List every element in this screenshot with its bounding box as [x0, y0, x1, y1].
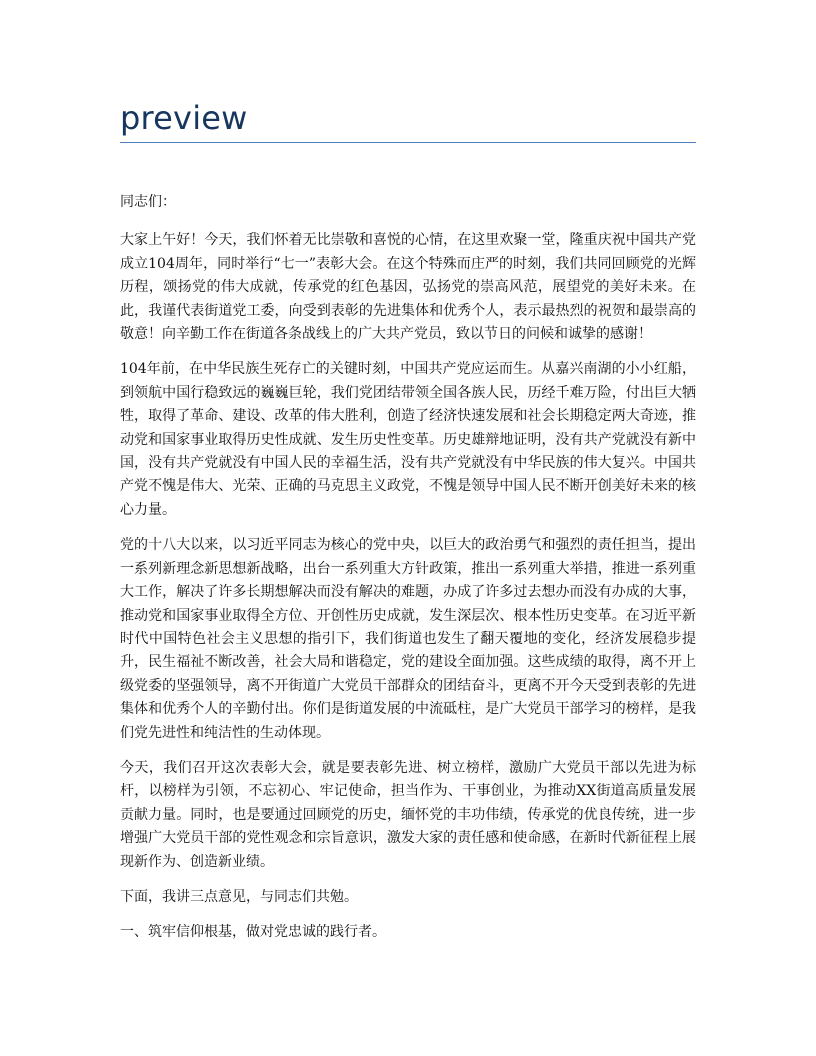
paragraph-greeting: 大家上午好！今天，我们怀着无比崇敬和喜悦的心情，在这里欢聚一堂，隆重庆祝中国共产党成立104周年，同时举行“七一”表彰大会。在这个特殊而庄严的时刻，我们共同回顾党的光辉历程，颂扬党的伟大成就，传承党的红色基因，弘扬党的崇高风范，展望党的美好未来。在此，我谨代表街道党工委，向受到表彰的先进集体和优秀个人，表示最热烈的祝贺和最崇高的敬意！向辛勤工作在街道各条战线上的广大共产党员，致以节日的问候和诚挚的感谢！ — [120, 232, 696, 343]
title-divider — [120, 142, 696, 143]
paragraph-purpose: 今天，我们召开这次表彰大会，就是要表彰先进、树立榜样，激励广大党员干部以先进为标杆，以榜样为引领，不忘初心、牢记使命，担当作为、干事创业，为推动XX街道高质量发展贡献力量。同时，也是要通过回顾党的历史，缅怀党的丰功伟绩，传承党的优良传统，进一步增强广大党员干部的党性观念和宗旨意识，激发大家的责任感和使命感，在新时代新征程上展现新作为、创造新业绩。 — [120, 759, 696, 870]
document-body — [120, 191, 696, 945]
section-heading-1: 一、筑牢信仰根基，做对党忠诚的践行者。 — [120, 924, 386, 941]
paragraph-intro: 下面，我讲三点意见，与同志们共勉。 — [120, 888, 358, 905]
paragraph-achievements: 党的十八大以来，以习近平同志为核心的党中央，以巨大的政治勇气和强烈的责任担当，提出一系列新理念新思想新战略，出台一系列重大方针政策，推出一系列重大举措，推进一系列重大工作，解决了许多长期想解决而没有解决的难题，办成了许多过去想办而没有办成的大事，推动党和国家事业取得全方位、开创性历史成就，发生深层次、根本性历史变革。在习近平新时代中国特色社会主义思想的指引下，我们街道也发生了翻天覆地的变化，经济发展稳步提升，民生福祉不断改善，社会大局和谐稳定，党的建设全面加强。这些成绩的取得，离不开上级党委的坚强领导，离不开街道广大党员干部群众的团结奋斗，更离不开今天受到表彰的先进集体和优秀个人的辛勤付出。你们是街道发展的中流砥柱，是广大党员干部学习的榜样，是我们党先进性和纯洁性的生动体现。 — [120, 537, 696, 741]
document-title: preview — [120, 99, 248, 137]
document-page — [120, 0, 696, 957]
salutation: 同志们： — [120, 194, 176, 210]
paragraph-history: 104年前，在中华民族生死存亡的关键时刻，中国共产党应运而生。从嘉兴南湖的小小红船，到领航中国行稳致远的巍巍巨轮，我们党团结带领全国各族人民，历经千难万险，付出巨大牺牲，取得了革命、建设、改革的伟大胜利，创造了经济快速发展和社会长期稳定两大奇迹，推动党和国家事业取得历史性成就、发生历史性变革。历史雄辩地证明，没有共产党就没有新中国，没有共产党就没有中国人民的幸福生活，没有共产党就没有中华民族的伟大复兴。中国共产党不愧是伟大、光荣、正确的马克思主义政党，不愧是领导中国人民不断开创美好未来的核心力量。 — [120, 361, 696, 518]
